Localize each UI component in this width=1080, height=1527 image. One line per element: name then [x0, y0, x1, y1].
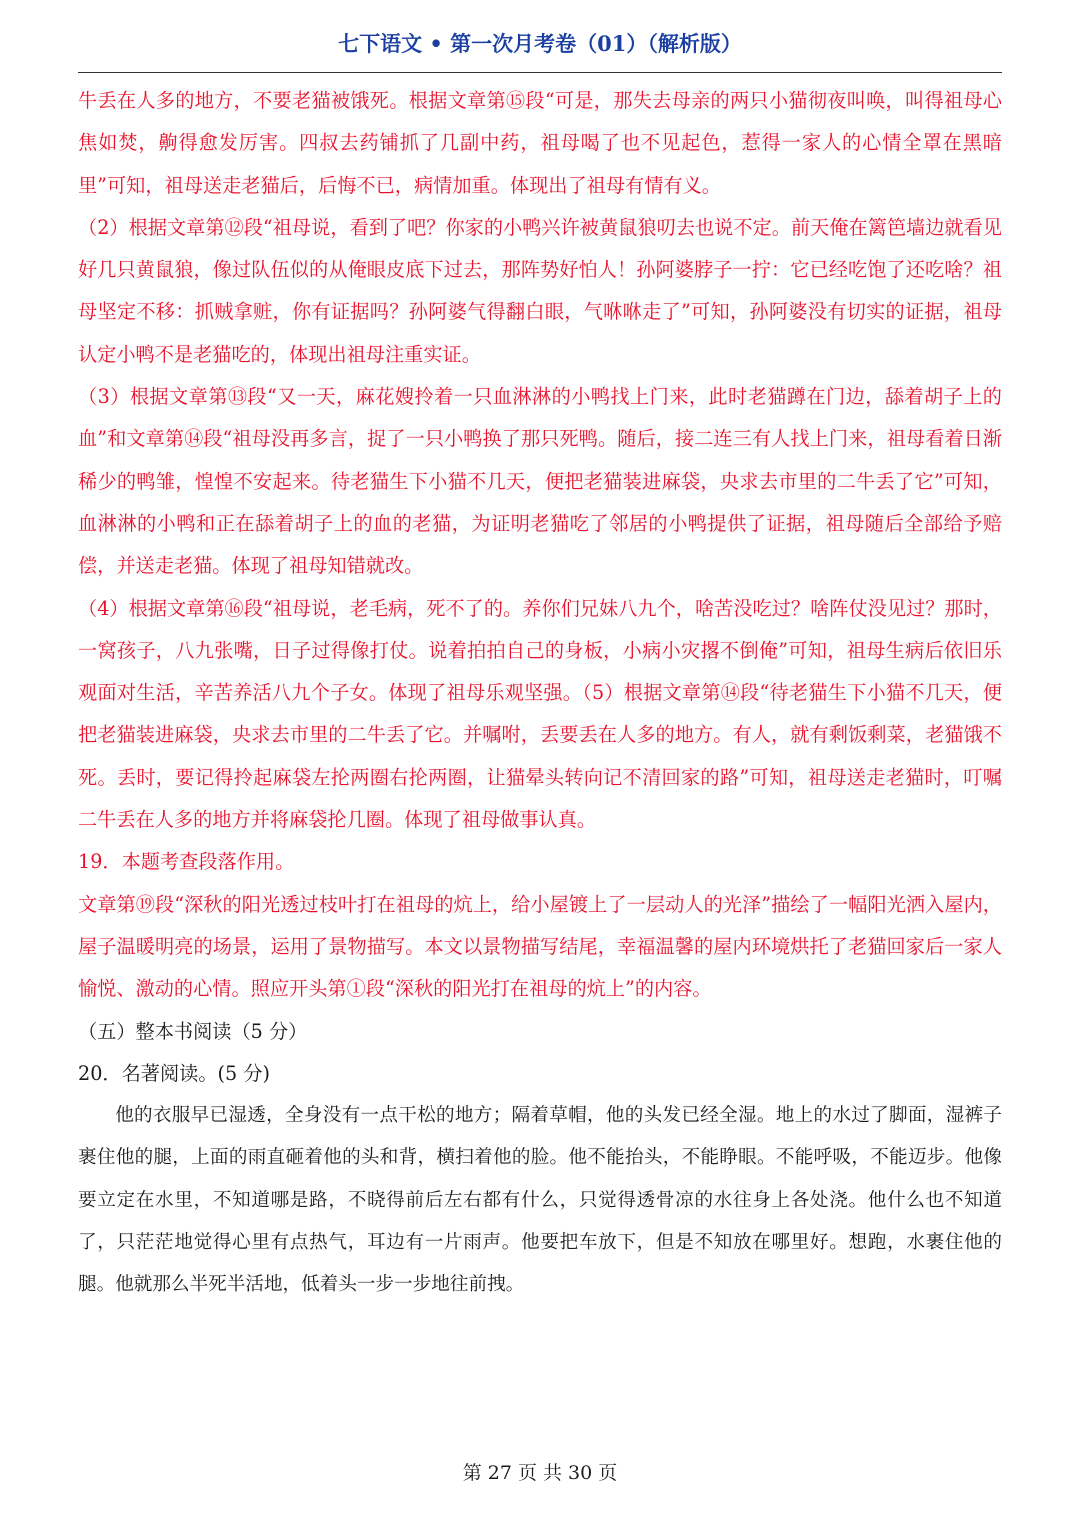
- page-content: [78, 80, 1002, 1307]
- answer-19: 文章第⑲段“深秋的阳光透过枝叶打在祖母的炕上，给小屋镀上了一层动人的光泽”描绘了一幅阳光洒入屋内，屋子温暖明亮的场景，运用了景物描写。本文以景物描写结尾，幸福温馨的屋内环境烘托了老猫回家后一家人愉悦、激动的心情。照应开头第①段“深秋的阳光打在祖母的炕上”的内容。: [78, 892, 1002, 1001]
- answer-paragraph-3: （3）根据文章第⑬段“又一天，麻花嫂拎着一只血淋淋的小鸭找上门来，此时老猫蹲在门边，舔着胡子上的血”和文章第⑭段“祖母没再多言，捉了一只小鸭换了那只死鸭。随后，接二连三有人找上门来，祖母看着日渐稀少的鸭雏，惶惶不安起来。待老猫生下小猫不几天，便把老猫装进麻袋，央求去市里的二牛丢了它”可知，血淋淋的小鸭和正在舔着胡子上的血的老猫，为证明老猫吃了邻居的小鸭提供了证据，祖母随后全部给予赔偿，并送走老猫。体现了祖母知错就改。: [78, 385, 1002, 578]
- header-divider: [78, 72, 1002, 73]
- question-19-heading: 19．本题考查段落作用。: [78, 850, 295, 874]
- reading-passage: 他的衣服早已湿透，全身没有一点干松的地方；隔着草帽，他的头发已经全湿。地上的水过了脚面，湿裤子裹住他的腿，上面的雨直砸着他的头和背，横扫着他的脸。他不能抬头，不能睁眼。不能呼吸，不能迈步。他像要立定在水里，不知道哪是路，不晓得前后左右都有什么，只觉得透骨凉的水往身上各处浇。他什么也不知道了，只茫茫地觉得心里有点热气，耳边有一片雨声。他要把车放下，但是不知放在哪里好。想跑，水裹住他的腿。他就那么半死半活地，低着头一步一步地往前拽。: [78, 1105, 1002, 1296]
- question-20-heading: 20．名著阅读。(5 分): [78, 1061, 271, 1085]
- answer-paragraph-4: （4）根据文章第⑯段“祖母说，老毛病，死不了的。养你们兄妹八九个，啥苦没吃过？啥阵仗没见过？那时，一窝孩子，八九张嘴，日子过得像打仗。说着拍拍自己的身板，小病小灾撂不倒俺”可知，祖母生病后依旧乐观面对生活，辛苦养活八九个子女。体现了祖母乐观坚强。（5）根据文章第⑭段“待老猫生下小猫不几天，便把老猫装进麻袋，央求去市里的二牛丢了它。并嘱咐，丢要丢在人多的地方。有人，就有剩饭剩菜，老猫饿不死。丢时，要记得拎起麻袋左抡两圈右抡两圈，让猫晕头转向记不清回家的路”可知，祖母送走老猫时，叮嘱二牛丢在人多的地方并将麻袋抡几圈。体现了祖母做事认真。: [78, 596, 1002, 832]
- answer-paragraph-1: 牛丢在人多的地方，不要老猫被饿死。根据文章第⑮段“可是，那失去母亲的两只小猫彻夜叫唤，叫得祖母心焦如焚，齁得愈发厉害。四叔去药铺抓了几副中药，祖母喝了也不见起色，惹得一家人的心情全罩在黑暗里”可知，祖母送走老猫后，后悔不已，病情加重。体现出了祖母有情有义。: [78, 89, 1002, 197]
- answer-paragraph-2: （2）根据文章第⑫段“祖母说，看到了吧？你家的小鸭兴许被黄鼠狼叨去也说不定。前天俺在篱笆墙边就看见好几只黄鼠狼，像过队伍似的从俺眼皮底下过去，那阵势好怕人！孙阿婆脖子一拧：它已经吃饱了还吃啥？祖母坚定不移：抓贼拿赃，你有证据吗？孙阿婆气得翻白眼，气咻咻走了”可知，孙阿婆没有切实的证据，祖母认定小鸭不是老猫吃的，体现出祖母注重实证。: [78, 215, 1002, 366]
- page-header: 七下语文 • 第一次月考卷（01）（解析版）: [338, 31, 742, 56]
- page-footer: 第 27 页 共 30 页: [462, 1462, 618, 1484]
- section-5-heading: （五）整本书阅读（5 分）: [78, 1019, 308, 1043]
